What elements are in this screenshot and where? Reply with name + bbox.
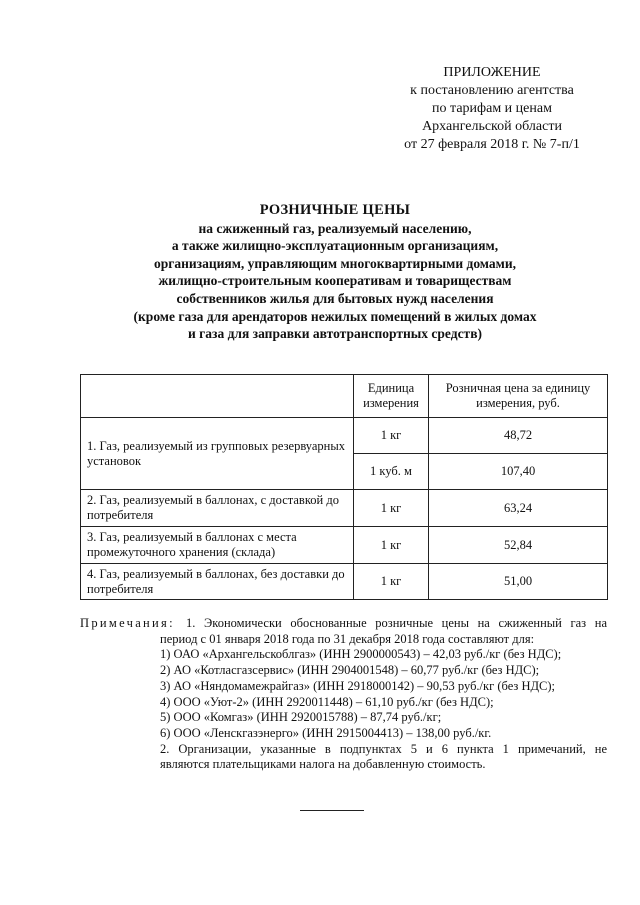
table-row xyxy=(81,418,608,454)
note-item-1-cont: период с 01 января 2018 года по 31 декабря 2018 года составляют для: xyxy=(160,631,535,646)
row-unit: 1 кг xyxy=(354,564,429,600)
title-line: на сжиженный газ, реализуемый населению, xyxy=(198,220,472,236)
table-row xyxy=(81,564,608,600)
supplier-item: 1) ОАО «Архангельскоблгаз» (ИНН 2900000543) – 42,03 руб./кг (без НДС); xyxy=(160,647,562,662)
appendix-line: Архангельской области xyxy=(422,119,562,134)
table-header-row xyxy=(81,375,608,418)
supplier-item: 3) АО «Няндомамежрайгаз» (ИНН 2918000142) – 90,53 руб./кг (без НДС); xyxy=(160,678,556,693)
row-unit: 1 кг xyxy=(354,527,429,564)
header-unit: Единица измерения xyxy=(354,375,429,418)
notes-body xyxy=(186,616,607,632)
appendix-line: от 27 февраля 2018 г. № 7-п/1 xyxy=(404,137,580,152)
row-name: 2. Газ, реализуемый в баллонах, с доставкой до потребителя xyxy=(81,490,354,527)
title-line: жилищно-строительным кооперативам и товариществам xyxy=(158,273,512,289)
page-title: РОЗНИЧНЫЕ ЦЕНЫ xyxy=(259,202,411,218)
document-title xyxy=(70,202,600,343)
appendix-header xyxy=(360,64,624,154)
row-name: 4. Газ, реализуемый в баллонах, без доставки до потребителя xyxy=(81,564,354,600)
note-item-2: 2. Организации, указанные в подпунктах 5 и 6 пункта 1 примечаний, не xyxy=(160,741,607,756)
title-line: организациям, управляющим многоквартирными домами, xyxy=(153,255,517,271)
supplier-item: 4) ООО «Уют-2» (ИНН 2920011448) – 61,10 руб./кг (без НДС); xyxy=(160,694,494,709)
appendix-line: к постановлению агентства xyxy=(410,83,574,98)
table-row xyxy=(81,527,608,564)
row-name: 1. Газ, реализуемый из групповых резервуарных установок xyxy=(81,418,354,490)
supplier-item: 6) ООО «Ленскгазэнерго» (ИНН 2915004413) – 138,00 руб./кг. xyxy=(160,725,492,740)
row-price: 51,00 xyxy=(429,564,608,600)
row-unit: 1 куб. м xyxy=(354,454,429,490)
title-line: (кроме газа для арендаторов нежилых помещений в жилых домах xyxy=(133,308,537,324)
title-line: и газа для заправки автотранспортных средств) xyxy=(188,326,482,342)
note-item-1: 1. Экономически обоснованные розничные цены на сжиженный газ на xyxy=(186,616,607,630)
row-price: 48,72 xyxy=(429,418,608,454)
supplier-item: 2) АО «Котласгазсервис» (ИНН 2904001548) – 60,77 руб./кг (без НДС); xyxy=(160,663,540,678)
notes-label: Примечания: xyxy=(80,616,175,630)
table-row xyxy=(81,490,608,527)
header-name xyxy=(81,375,354,418)
end-divider xyxy=(300,810,364,811)
title-line: собственников жилья для бытовых нужд населения xyxy=(176,290,494,306)
supplier-item: 5) ООО «Комгаз» (ИНН 2920015788) – 87,74 руб./кг; xyxy=(160,710,442,725)
appendix-line: ПРИЛОЖЕНИЕ xyxy=(443,65,541,80)
header-price: Розничная цена за единицу измерения, руб. xyxy=(429,375,608,418)
row-price: 52,84 xyxy=(429,527,608,564)
appendix-line: по тарифам и ценам xyxy=(432,101,552,116)
title-line: а также жилищно-эксплуатационным организациям, xyxy=(171,238,499,254)
row-price: 63,24 xyxy=(429,490,608,527)
row-price: 107,40 xyxy=(429,454,608,490)
row-unit: 1 кг xyxy=(354,490,429,527)
row-unit: 1 кг xyxy=(354,418,429,454)
row-name: 3. Газ, реализуемый в баллонах с места промежуточного хранения (склада) xyxy=(81,527,354,564)
note-item-2-cont: являются плательщиками налога на добавленную стоимость. xyxy=(160,757,486,772)
notes-continuation xyxy=(80,632,607,773)
price-table xyxy=(80,374,608,600)
